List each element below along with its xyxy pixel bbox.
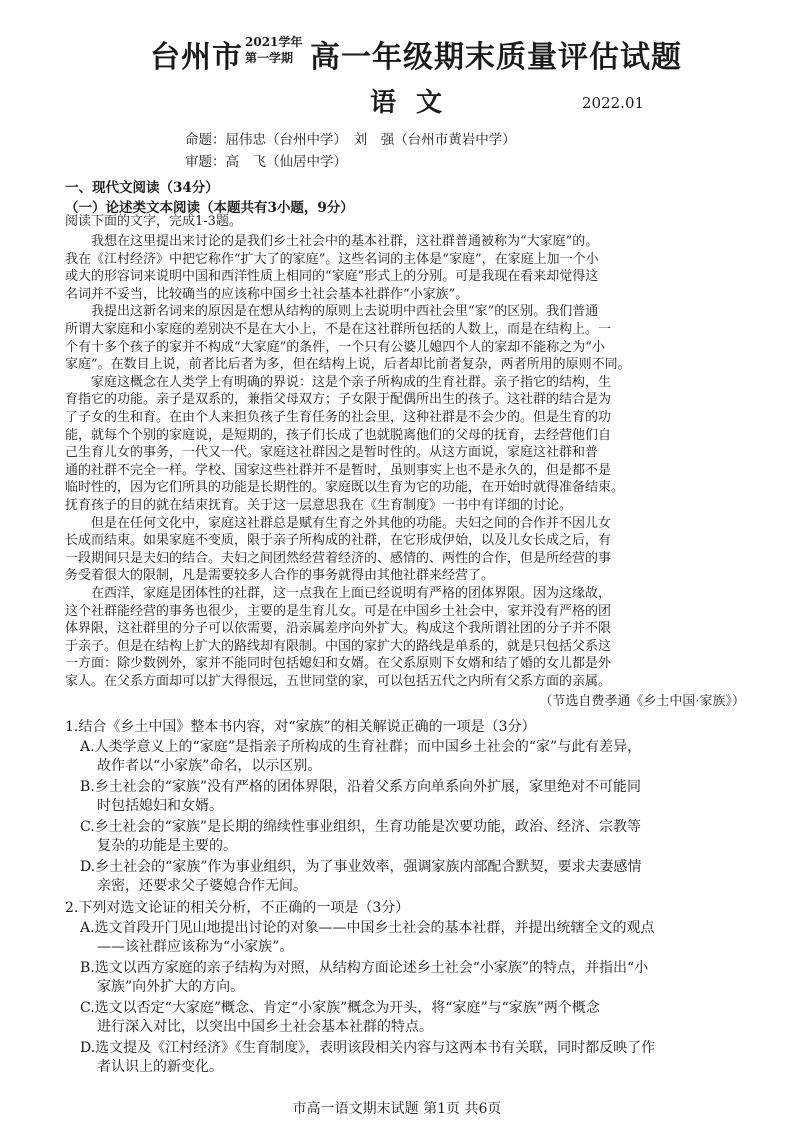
question-stem: 2.下列对选文论证的相关分析，不正确的一项是（3分） — [65, 900, 410, 916]
passage-line: 己生育儿女的事务，一代又一代。家庭这社群因之是暂时性的。从这方面说，家庭这社群和普 — [65, 445, 599, 461]
passage-line: 家庭”。在数目上说，前者比后者为多，但在结构上说，后者却比前者复杂，两者所用的原则不同。 — [65, 357, 631, 373]
subject-heading: 语文 — [370, 88, 463, 118]
answer-option-continued: 家族”向外扩大的方向。 — [97, 979, 245, 995]
passage-line: 了子女的生和育。在由个人来担负孩子生育任务的社会里，这种社群是不会少的。但是生育的功 — [65, 410, 612, 425]
reviewer-line: 审题：高 飞（仙居中学） — [185, 154, 347, 170]
passage-line: 通的社群不完全一样。学校、国家这些社群并不是暂时，虽则事实上也不是永久的，但是都不是 — [65, 462, 612, 478]
answer-option: B.选文以西方家庭的亲子结构为对照，从结构方面论述乡土社会“小家族”的特点，并指出“小 — [80, 960, 649, 976]
passage-line: 于亲子。但是在结构上扩大的路线却有限制。中国的家扩大的路线是单系的，就是只包括父系这 — [65, 638, 612, 654]
passage-line: 在西洋，家庭是团体性的社群，这一点我在上面已经说明有严格的团体界限。因为这缘故， — [65, 586, 612, 601]
answer-option-continued: 时包括媳妇和女婿。 — [97, 798, 223, 814]
answer-option: D.乡土社会的“家族”作为事业组织，为了事业效率，强调家族内部配合默契，要求夫妻感情 — [80, 859, 642, 875]
passage-line: 临时性的，因为它们所具的功能是长期性的。家庭既以生育为它的功能，在开始时就得准备结束。 — [65, 480, 625, 496]
passage-line: 我在《江村经济》中把它称作“扩大了的家庭”。这些名词的主体是“家庭”，在家庭上加一个小 — [65, 251, 599, 267]
passage-line: 抚育孩子的目的就在结束抚育。关于这一层意思我在《生育制度》一书中有详细的讨论。 — [65, 498, 573, 513]
answer-option-continued: 亲密，还要求父子婆媳合作无间。 — [97, 878, 307, 894]
title-year: 2021学年 — [245, 35, 303, 49]
passage-line: 我想在这里提出来讨论的是我们乡土社会中的基本社群，这社群普通被称为“大家庭”的。 — [65, 234, 599, 249]
answer-option-continued: 复杂的功能是主要的。 — [97, 838, 237, 854]
reading-instruction: 阅读下面的文字，完成1-3题。 — [65, 214, 242, 229]
answer-option-continued: ——该社群应该称为“小家族”。 — [97, 939, 294, 955]
passage-line: 体界限，这社群里的分子可以依需要，沿亲属差序向外扩大。构成这个我所谓社团的分子并不限 — [65, 621, 612, 637]
section-heading: 一、现代文阅读（34分） — [65, 180, 219, 196]
answer-option: A.人类学意义上的“家庭”是指亲子所构成的生育社群；而中国乡土社会的“家”与此有差异， — [80, 739, 642, 755]
answer-option: D.选文提及《江村经济》《生育制度》，表明该段相关内容与这两本书有关联，同时都反映了作 — [80, 1040, 656, 1056]
passage-line: 家人。在父系方面却可以扩大得很远，五世同堂的家，可以包括五代之内所有父系方面的亲属。 — [65, 674, 612, 689]
author-line: 命题：屈伟忠（台州中学） 刘 强（台州市黄岩中学） — [185, 132, 516, 148]
passage-line: 这个社群能经营的事务也很少，主要的是生育儿女。可是在中国乡土社会中，家并没有严格的团 — [65, 603, 612, 619]
passage-line: 长成而结束。如果家庭不变质，限于亲子所构成的社群，在它形成伊始，以及儿女长成之后，有 — [65, 533, 612, 549]
passage-line: 务受着很大的限制，凡是需要较多人合作的事务就得由其他社群来经营了。 — [65, 568, 495, 584]
passage-line: 或大的形容词来说明中国和西洋性质上相同的“家庭”形式上的分别。可是我现在看来却觉得这 — [65, 269, 599, 285]
exam-date: 2022.01 — [582, 94, 645, 112]
answer-option-continued: 进行深入对比，以突出中国乡土社会基本社群的特点。 — [97, 1019, 433, 1035]
answer-option: A.选文首段开门见山地提出讨论的对象——中国乡土社会的基本社群，并提出统辖全文的观点 — [80, 920, 655, 936]
passage-line: 所谓大家庭和小家庭的差别决不是在大小上，不是在这社群所包括的人数上，而是在结构上。一 — [65, 322, 612, 337]
passage-line: 一方面：除少数例外，家并不能同时包括媳妇和女婿。在父系原则下女婿和结了婚的女儿都是外 — [65, 656, 612, 672]
passage-line: 但是在任何文化中，家庭这社群总是赋有生育之外其他的功能。夫妇之间的合作并不因儿女 — [65, 515, 612, 531]
title-term-stack — [245, 34, 302, 66]
exam-title — [150, 30, 710, 74]
passage-line: 能，就每个个别的家庭说，是短期的，孩子们长成了也就脱离他们的父母的抚育，去经营他们自 — [65, 427, 612, 443]
passage-line: 名词并不妥当，比较确当的应该称中国乡土社会基本社群作“小家族”。 — [65, 286, 469, 302]
passage-line: 一段期间只是夫妇的结合。夫妇之间团然经营着经济的、感情的、两性的合作，但是所经营的事 — [65, 550, 612, 566]
passage-source: （节选自费孝通《乡土中国·家族》） — [539, 694, 745, 709]
answer-option: B.乡土社会的“家族”没有严格的团体界限，沿着父系方向单系向外扩展，家里绝对不可能同 — [80, 779, 642, 795]
title-term: 第一学期 — [245, 51, 294, 65]
answer-option: C.乡土社会的“家族”是长期的绵续性事业组织，生育功能是次要功能，政治、经济、宗教等 — [80, 819, 641, 835]
passage-line: 家庭这概念在人类学上有明确的界说：这是个亲子所构成的生育社群。亲子指它的结构，生 — [65, 374, 612, 390]
subsection-heading: （一）论述类文本阅读（本题共有3小题，9分） — [65, 200, 354, 216]
title-main: 高一年级期末质量评估试题 — [310, 40, 682, 75]
title-city: 台州市 — [150, 40, 243, 75]
passage-line: 我提出这新名词来的原因是在想从结构的原则上去说明中西社会里“家”的区别。我们普通 — [65, 304, 599, 320]
page-footer: 市高一语文期末试题 第1页 共6页 — [292, 1101, 502, 1117]
answer-option-continued: 故作者以“小家族”命名，以示区别。 — [97, 758, 322, 774]
passage-line: 育指它的功能。亲子是双系的，兼指父母双方；子女限于配偶所出生的孩子。这社群的结合是为 — [65, 392, 612, 408]
answer-option-continued: 者认识上的新变化。 — [97, 1059, 223, 1075]
question-stem: 1.结合《乡土中国》整本书内容，对“家族”的相关解说正确的一项是（3分） — [65, 719, 536, 735]
answer-option: C.选文以否定“大家庭”概念、肯定“小家族”概念为开头，将“家庭”与“家族”两个概念 — [80, 1000, 600, 1016]
passage-line: 个有十多个孩子的家并不构成“大家庭”的条件，一个只有公婆儿媳四个人的家却不能称之为“小 — [65, 339, 605, 355]
